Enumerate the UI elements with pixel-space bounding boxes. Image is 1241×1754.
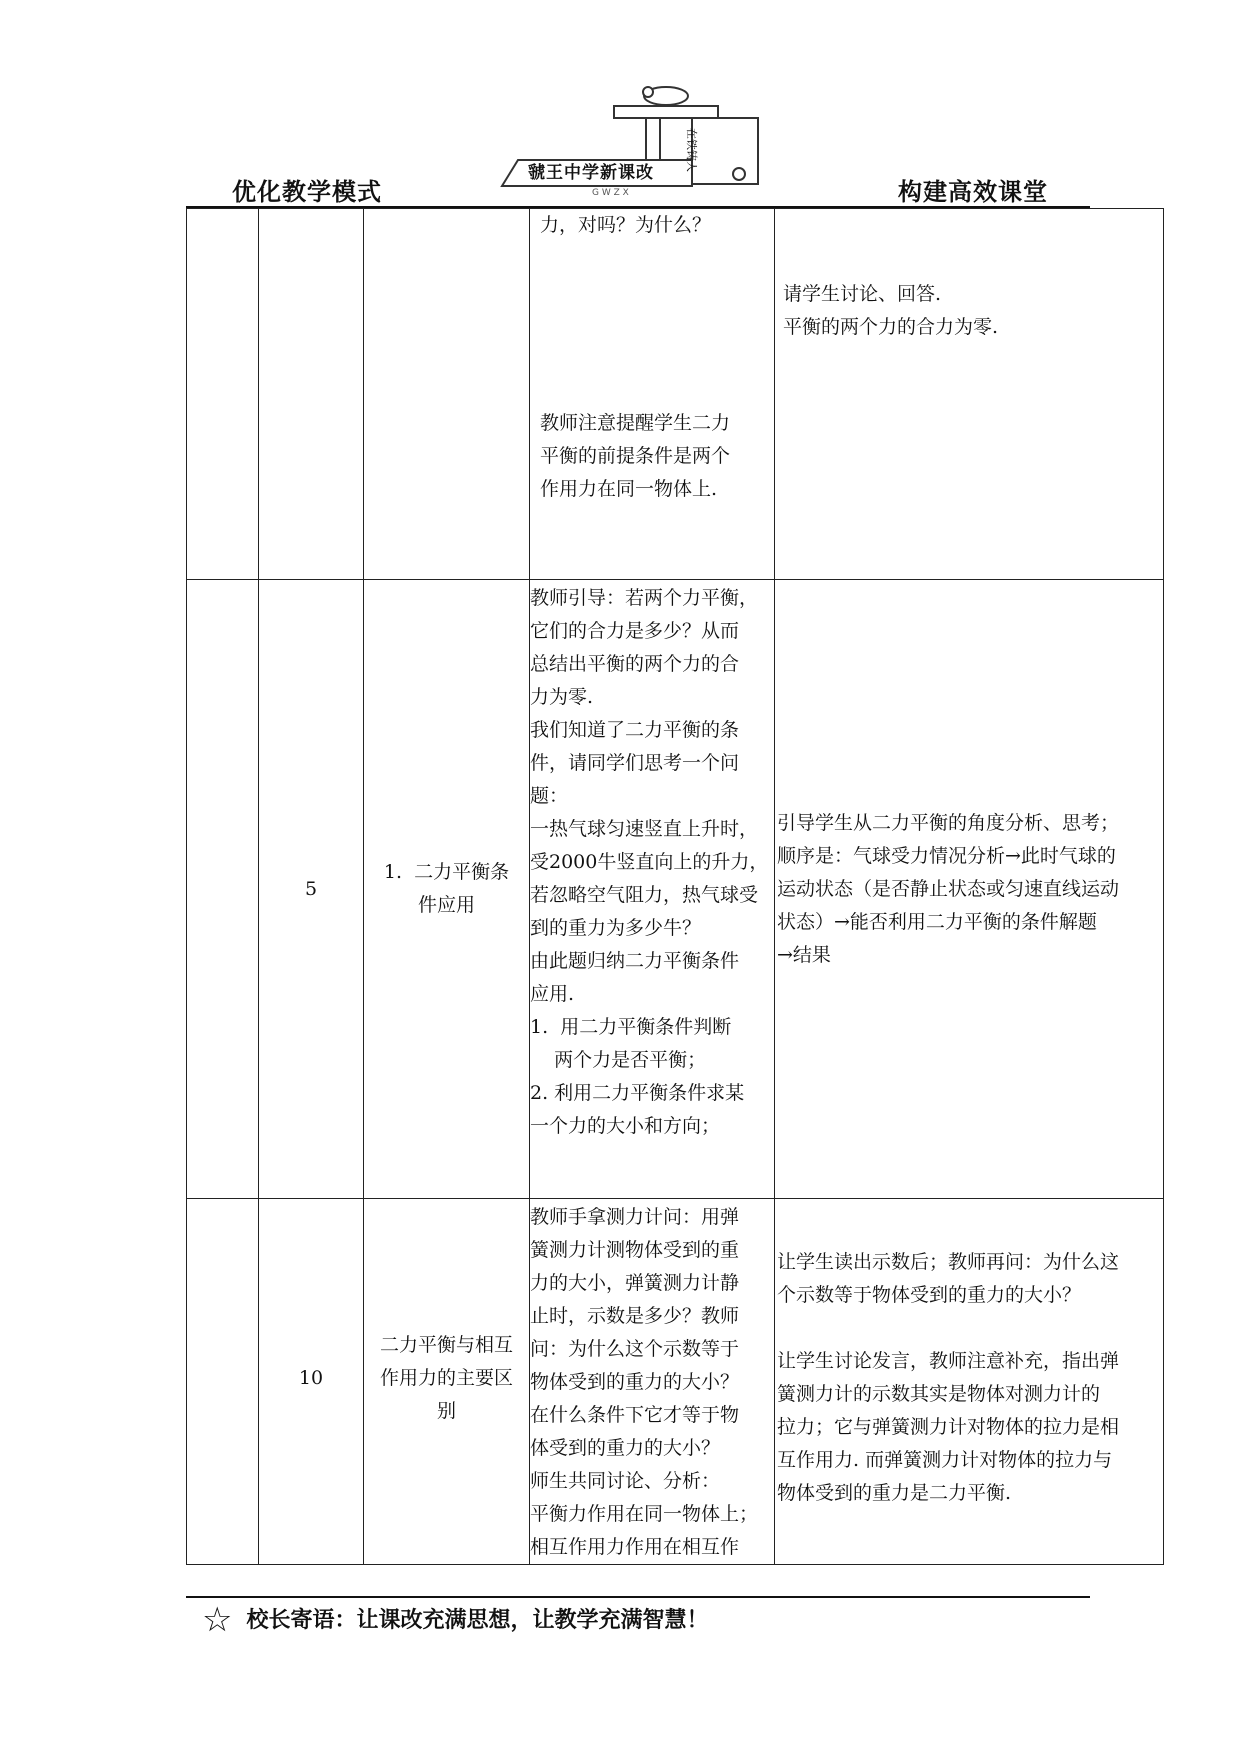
student-activity-cell	[775, 1199, 1164, 1565]
blank-cell	[187, 1199, 259, 1565]
footer-motto	[202, 1600, 709, 1640]
time-value: 5	[304, 877, 318, 900]
table-row	[187, 580, 1164, 1199]
time-cell	[259, 1199, 364, 1565]
teacher-activity-text: 教师引导：若两个力平衡， 它们的合力是多少？从而 总结出平衡的两个力的合 力为零. 我们知道了二力平衡的条 件，请同学们思考一个问题： 一热气球匀速竖直上升时， 受2000牛竖直向上的升力， 若忽略空气阻力，热气球受 到的重力为多少牛？ 由此题归纳二力平衡条件 应用. 1. 用二力平衡条件判断 两个力是否平衡； 2. 利用二力平衡条件求某 一个力的大小和方向；	[530, 587, 769, 1137]
time-cell	[259, 580, 364, 1199]
blank-cell	[187, 580, 259, 1199]
student-activity-cell	[775, 209, 1164, 580]
topic-cell	[364, 1199, 530, 1565]
topic-text: 1. 二力平衡条 件应用	[383, 861, 510, 916]
student-activity-text: 让学生读出示数后；教师再问：为什么这 个示数等于物体受到的重力的大小？ 让学生讨论发言，教师注意补充，指出弹 簧测力计的示数其实是物体对测力计的 拉力；它与弹簧测力计对物体的拉力是相 互作用力. 而弹簧测力计对物体的拉力与 物体受到的重力是二力平衡.	[777, 1251, 1120, 1504]
topic-text: 二力平衡与相互 作用力的主要区 别	[379, 1333, 513, 1422]
school-logo-icon	[496, 86, 762, 206]
footer-divider	[186, 1596, 1090, 1598]
topic-cell	[364, 580, 530, 1199]
teacher-activity-text: 教师手拿测力计问：用弹 簧测力计测物体受到的重 力的大小，弹簧测力计静 止时，示数是多少？教师 问：为什么这个示数等于 物体受到的重力的大小？ 在什么条件下它才等于物 体受到的重力的大小？ 师生共同讨论、分析： 平衡力作用在同一物体上； 相互作用力作用在相互作	[530, 1206, 759, 1558]
star-outline-icon: ☆	[202, 1600, 233, 1640]
teacher-activity-text: 力，对吗？为什么？ 教师注意提醒学生二力 平衡的前提条件是两个 作用力在同一物体上.	[540, 214, 731, 500]
student-activity-text: 引导学生从二力平衡的角度分析、思考； 顺序是：气球受力情况分析→此时气球的 运动状态（是否静止状态或匀速直线运动 状态）→能否利用二力平衡的条件解题 →结果	[777, 811, 1120, 966]
table-row	[187, 1199, 1164, 1565]
student-activity-text: 请学生讨论、回答. 平衡的两个力的合力为零.	[783, 283, 999, 338]
topic-text	[364, 209, 529, 579]
blank-cell	[187, 209, 259, 580]
student-activity-cell	[775, 580, 1164, 1199]
header-left-slogan: 优化教学模式	[232, 178, 382, 206]
topic-cell	[364, 209, 530, 580]
teacher-activity-cell	[530, 580, 775, 1199]
teacher-activity-cell	[530, 209, 775, 580]
logo-small-text: G W Z X	[592, 188, 629, 198]
table-row	[187, 209, 1164, 580]
header-right-slogan: 构建高效课堂	[898, 178, 1048, 206]
logo-title: 虢王中学新课改	[528, 163, 654, 183]
logo-vertical-text: 在铁铸人	[685, 128, 698, 172]
teacher-activity-cell	[530, 1199, 775, 1565]
lesson-plan-table	[186, 208, 1164, 1565]
time-value: 10	[298, 1366, 324, 1389]
time-cell	[259, 209, 364, 580]
motto-text: 校长寄语：让课改充满思想，让教学充满智慧！	[246, 1608, 709, 1633]
